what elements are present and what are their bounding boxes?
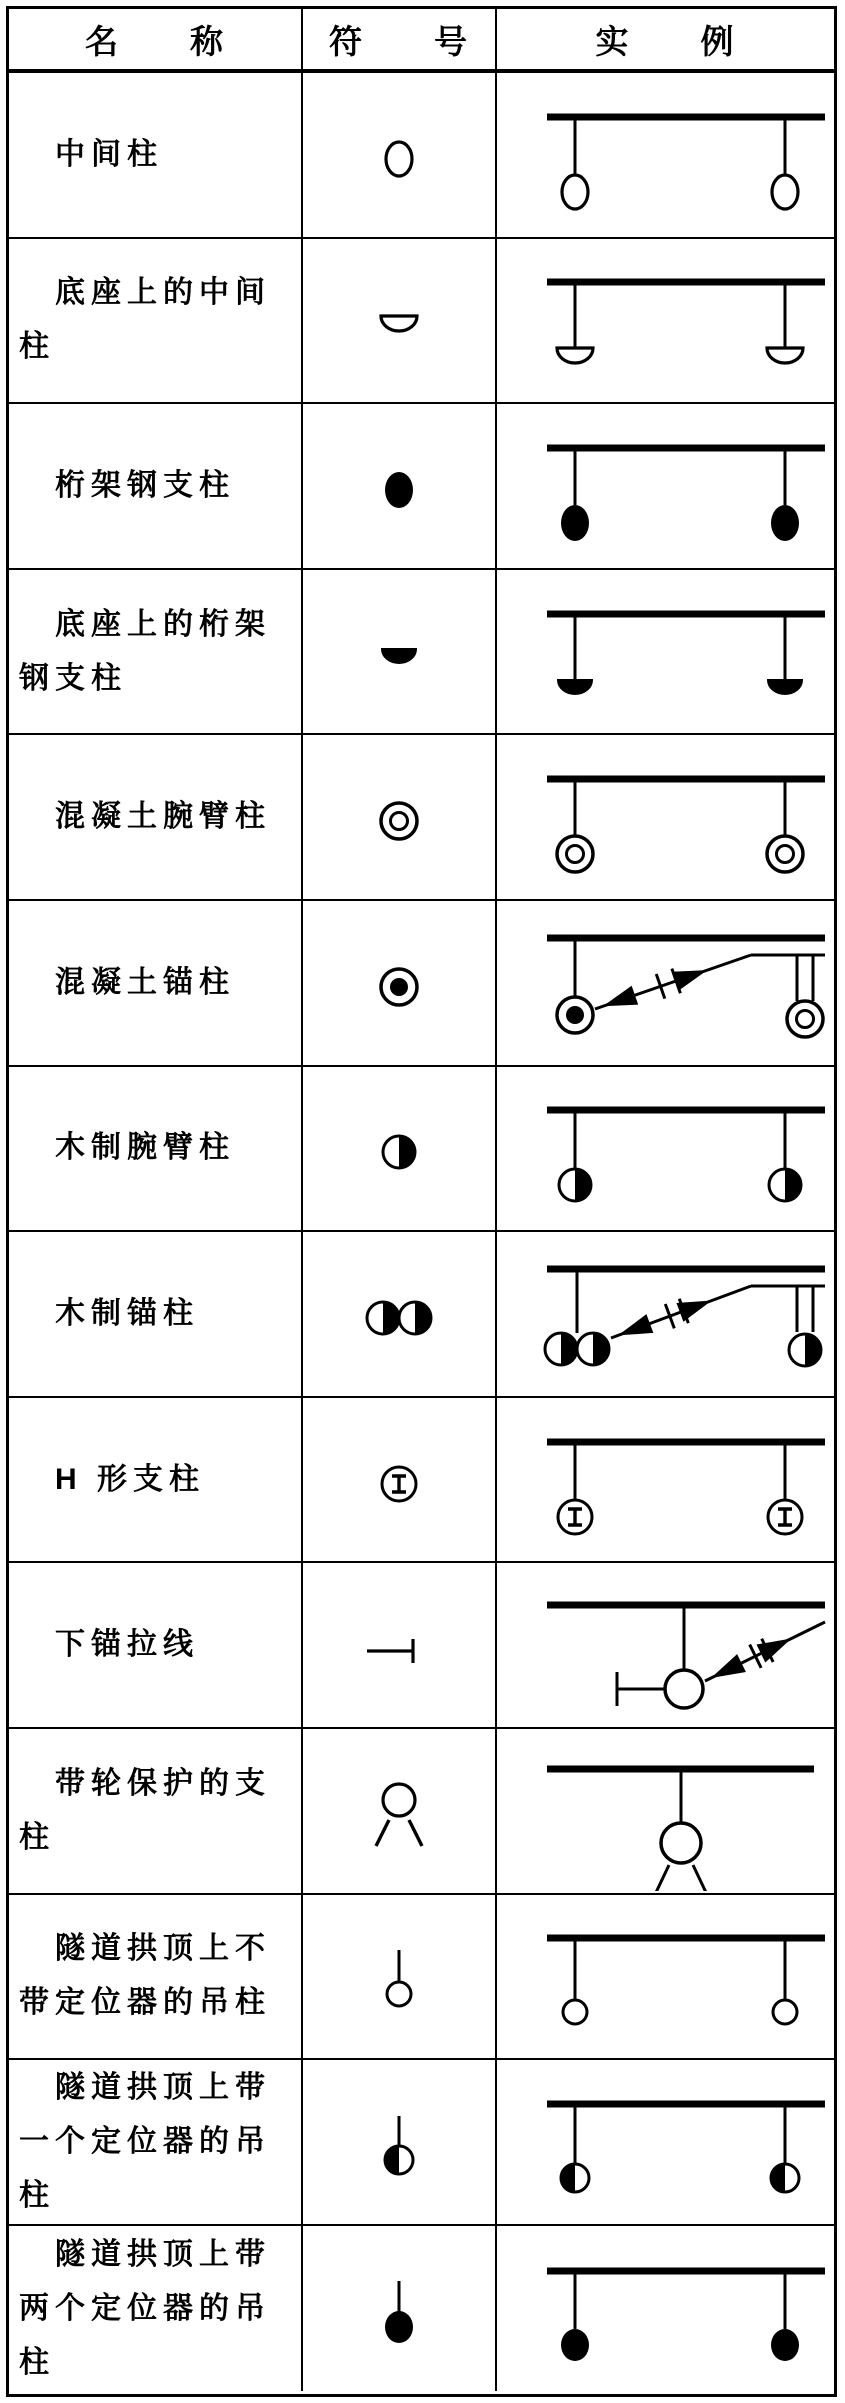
row-name-label: 底座上的中间柱 — [19, 276, 271, 364]
row-name-label: 隧道拱顶上带一个定位器的吊柱 — [19, 2070, 271, 2212]
row-name-cell — [9, 239, 303, 405]
row-name-cell — [9, 1067, 303, 1233]
row-name-label: 底座上的桁架钢支柱 — [19, 607, 271, 695]
tee-anchor-icon — [303, 1563, 497, 1729]
row-name-cell — [9, 73, 303, 239]
example-anchor-drawing — [497, 1232, 834, 1398]
row-name-cell — [9, 404, 303, 570]
circle-open-icon — [303, 73, 497, 239]
row-name-label: 隧道拱顶上不带定位器的吊柱 — [19, 1932, 271, 2020]
example-two-posts-drawing — [497, 735, 834, 901]
row-name-cell — [9, 901, 303, 1067]
row-name-label: H 形支柱 — [55, 1462, 205, 1496]
example-two-posts-drawing — [497, 1067, 834, 1233]
example-single-post-drawing — [497, 1729, 834, 1895]
row-name-label: 混凝土锚柱 — [55, 965, 235, 999]
row-name-cell — [9, 1398, 303, 1564]
circle-double-icon — [303, 735, 497, 901]
row-name-cell — [9, 1729, 303, 1895]
example-two-posts-drawing — [497, 570, 834, 736]
circle-half-pair-icon — [303, 1232, 497, 1398]
circle-legs-icon — [303, 1729, 497, 1895]
symbol-table — [6, 6, 837, 2397]
row-name-label: 下锚拉线 — [55, 1628, 199, 1662]
row-name-cell — [9, 570, 303, 736]
circle-half-right-icon — [303, 1067, 497, 1233]
header-example-column — [497, 9, 834, 73]
example-two-posts-drawing — [497, 239, 834, 405]
example-two-posts-drawing — [497, 1895, 834, 2061]
row-name-label: 隧道拱顶上带两个定位器的吊柱 — [19, 2237, 271, 2379]
row-name-label: 带轮保护的支柱 — [19, 1766, 271, 1854]
example-guy-anchor-drawing — [497, 1563, 834, 1729]
row-name-cell — [9, 2060, 303, 2226]
bowl-filled-icon — [303, 570, 497, 736]
example-two-posts-drawing — [497, 404, 834, 570]
row-name-label: 中间柱 — [55, 137, 163, 171]
scanned-symbol-table-page — [6, 6, 837, 2397]
header-name-column — [9, 9, 303, 73]
circle-ring-filled-icon — [303, 901, 497, 1067]
row-name-label: 木制腕臂柱 — [55, 1131, 235, 1165]
header-example-label: 实 例 — [595, 22, 736, 60]
header-name-label: 名 称 — [85, 22, 225, 60]
row-name-cell — [9, 2226, 303, 2392]
header-symbol-label: 符 号 — [329, 22, 469, 60]
drop-circle-filled-icon — [303, 2226, 497, 2392]
example-two-posts-drawing — [497, 2060, 834, 2226]
row-name-label: 木制锚柱 — [55, 1296, 199, 1330]
example-two-posts-drawing — [497, 2226, 834, 2392]
header-symbol-column — [303, 9, 497, 73]
row-name-cell — [9, 735, 303, 901]
drop-circle-open-icon — [303, 1895, 497, 2061]
example-anchor-drawing — [497, 901, 834, 1067]
circle-ibeam-icon — [303, 1398, 497, 1564]
bowl-open-icon — [303, 239, 497, 405]
row-name-label: 桁架钢支柱 — [55, 468, 235, 502]
drop-circle-half-icon — [303, 2060, 497, 2226]
example-two-posts-drawing — [497, 73, 834, 239]
row-name-cell — [9, 1563, 303, 1729]
circle-filled-icon — [303, 404, 497, 570]
row-name-label: 混凝土腕臂柱 — [55, 800, 271, 834]
row-name-cell — [9, 1232, 303, 1398]
example-two-posts-drawing — [497, 1398, 834, 1564]
row-name-cell — [9, 1895, 303, 2061]
